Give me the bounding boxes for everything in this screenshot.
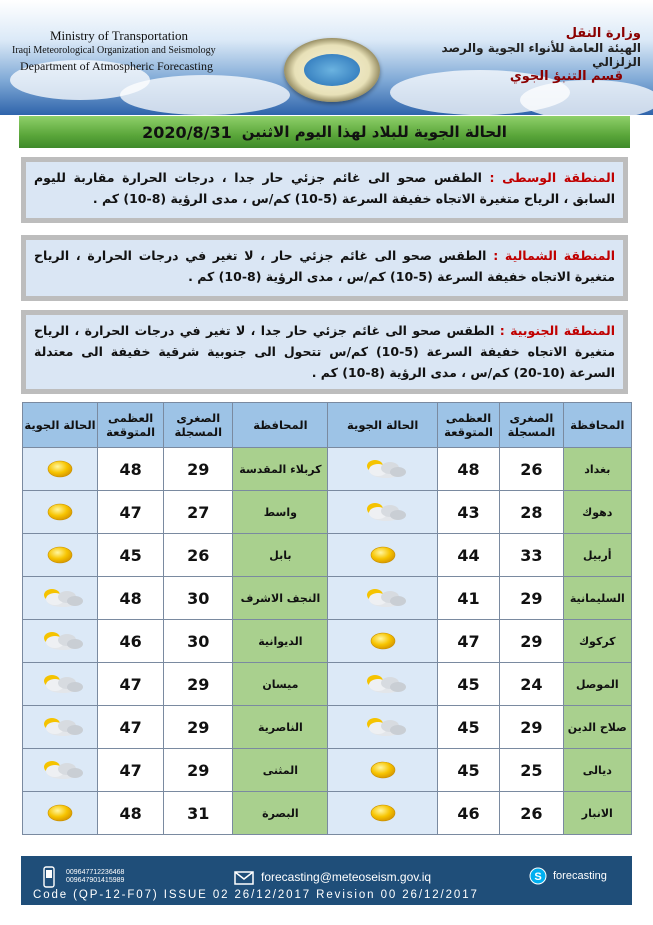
max-temp-cell: 45 bbox=[437, 663, 499, 706]
province-cell: كربلاء المقدسة bbox=[233, 448, 328, 491]
province-cell: الموصل bbox=[563, 663, 631, 706]
organization-logo bbox=[284, 38, 380, 102]
weather-cell bbox=[23, 491, 98, 534]
phone-number: 009647901415989 bbox=[66, 877, 125, 884]
table-row bbox=[23, 491, 632, 534]
partly-cloudy-icon bbox=[328, 715, 436, 739]
min-temp-cell: 26 bbox=[164, 534, 233, 577]
header-min-recorded: الصغرى المسجلة bbox=[164, 403, 233, 448]
min-temp-cell: 30 bbox=[164, 620, 233, 663]
header-english-text bbox=[12, 28, 232, 74]
department-name-ar: قسم التنبؤ الجوي bbox=[509, 69, 623, 84]
min-temp-cell: 31 bbox=[164, 792, 233, 835]
province-cell: الانبار bbox=[563, 792, 631, 835]
max-temp-cell: 47 bbox=[97, 706, 163, 749]
min-temp-cell: 26 bbox=[500, 448, 563, 491]
min-temp-cell: 27 bbox=[164, 491, 233, 534]
weather-cell bbox=[328, 792, 437, 835]
region-forecast: الطقس صحو الى غائم جزئي حار جدا ، درجات الحرارة مقاربة لليوم السابق ، الرياح متغيرة الاتجاه خفيفة السرعة (5-10) كم/س ، مدى الرؤية (8-10) كم . bbox=[34, 170, 615, 206]
weather-cell bbox=[23, 620, 98, 663]
header-arabic-text bbox=[411, 26, 641, 84]
ministry-name-ar: وزارة النقل bbox=[565, 26, 641, 41]
province-cell: واسط bbox=[233, 491, 328, 534]
weather-cell bbox=[328, 663, 437, 706]
table-row bbox=[23, 706, 632, 749]
province-cell: ميسان bbox=[233, 663, 328, 706]
province-cell: البصرة bbox=[233, 792, 328, 835]
table-row bbox=[23, 620, 632, 663]
phone-icon bbox=[43, 866, 55, 888]
department-name: Department of Atmospheric Forecasting bbox=[20, 59, 213, 73]
sunny-icon bbox=[23, 802, 97, 824]
weather-cell bbox=[23, 577, 98, 620]
province-cell: النجف الاشرف bbox=[233, 577, 328, 620]
header-province: المحافظة bbox=[563, 403, 631, 448]
province-cell: الناصرية bbox=[233, 706, 328, 749]
region-central bbox=[21, 157, 628, 223]
max-temp-cell: 41 bbox=[437, 577, 499, 620]
min-temp-cell: 29 bbox=[500, 706, 563, 749]
header-max-expected: العظمى المتوقعة bbox=[437, 403, 499, 448]
weather-cell bbox=[328, 620, 437, 663]
max-temp-cell: 48 bbox=[97, 448, 163, 491]
partly-cloudy-icon bbox=[328, 672, 436, 696]
table-row bbox=[23, 792, 632, 835]
sunny-icon bbox=[328, 630, 436, 652]
organization-name-ar: الهيئة العامة للأنواء الجوية والرصد الزلزالي bbox=[441, 41, 641, 69]
mail-icon bbox=[234, 871, 254, 885]
sunny-icon bbox=[23, 544, 97, 566]
min-temp-cell: 29 bbox=[164, 448, 233, 491]
page-title bbox=[19, 116, 630, 148]
phone-number: 009647712236468 bbox=[66, 869, 125, 876]
weather-cell bbox=[23, 792, 98, 835]
title-text: الحالة الجوية للبلاد لهذا اليوم الاثنين bbox=[241, 123, 507, 141]
province-cell: ديالى bbox=[563, 749, 631, 792]
min-temp-cell: 28 bbox=[500, 491, 563, 534]
max-temp-cell: 47 bbox=[97, 491, 163, 534]
weather-cell bbox=[23, 749, 98, 792]
table-row bbox=[23, 577, 632, 620]
min-temp-cell: 25 bbox=[500, 749, 563, 792]
region-forecast: الطقس صحو الى غائم جزئي حار جدا ، لا تغير في درجات الحرارة ، الرياح متغيرة الاتجاه خفيفة السرعة (5-10) كم/س تتحول الى جنوبية شرقية خفيفة الى معتدلة السرعة (10-20) كم/س ، مدى الرؤية (8-10) كم . bbox=[34, 323, 615, 380]
cloud-decoration bbox=[120, 75, 290, 115]
table-row bbox=[23, 534, 632, 577]
weather-cell bbox=[328, 706, 437, 749]
partly-cloudy-icon bbox=[23, 629, 97, 653]
province-cell: السليمانية bbox=[563, 577, 631, 620]
weather-cell bbox=[23, 663, 98, 706]
region-name: المنطقة الوسطى : bbox=[489, 170, 615, 185]
max-temp-cell: 46 bbox=[97, 620, 163, 663]
max-temp-cell: 47 bbox=[97, 749, 163, 792]
header-weather: الحالة الجوية bbox=[23, 403, 98, 448]
sunny-icon bbox=[23, 501, 97, 523]
partly-cloudy-icon bbox=[23, 758, 97, 782]
max-temp-cell: 45 bbox=[437, 706, 499, 749]
province-cell: صلاح الدين bbox=[563, 706, 631, 749]
weather-cell bbox=[328, 491, 437, 534]
region-name: المنطقة الجنوبية : bbox=[499, 323, 615, 338]
partly-cloudy-icon bbox=[23, 586, 97, 610]
partly-cloudy-icon bbox=[23, 715, 97, 739]
max-temp-cell: 48 bbox=[437, 448, 499, 491]
province-cell: أربيل bbox=[563, 534, 631, 577]
province-cell: بغداد bbox=[563, 448, 631, 491]
max-temp-cell: 48 bbox=[97, 577, 163, 620]
header-min-recorded: الصغرى المسجلة bbox=[500, 403, 563, 448]
header-max-expected: العظمى المتوقعة bbox=[97, 403, 163, 448]
min-temp-cell: 24 bbox=[500, 663, 563, 706]
max-temp-cell: 46 bbox=[437, 792, 499, 835]
table-header-row bbox=[23, 403, 632, 448]
table-row bbox=[23, 448, 632, 491]
sunny-icon bbox=[23, 458, 97, 480]
weather-cell bbox=[328, 749, 437, 792]
sunny-icon bbox=[328, 802, 436, 824]
max-temp-cell: 45 bbox=[437, 749, 499, 792]
logo-cloud-icon bbox=[304, 54, 360, 86]
svg-text:S: S bbox=[534, 871, 542, 883]
max-temp-cell: 44 bbox=[437, 534, 499, 577]
region-forecast: الطقس صحو الى غائم جزئي حار ، لا تغير في درجات الحرارة ، الرياح متغيرة الاتجاه خفيفة السرعة (5-10) كم/س ، مدى الرؤية (8-10) كم . bbox=[34, 248, 615, 284]
min-temp-cell: 29 bbox=[164, 663, 233, 706]
province-cell: المثنى bbox=[233, 749, 328, 792]
min-temp-cell: 29 bbox=[164, 749, 233, 792]
min-temp-cell: 26 bbox=[500, 792, 563, 835]
weather-cell bbox=[23, 448, 98, 491]
weather-cell bbox=[23, 534, 98, 577]
header-province: المحافظة bbox=[233, 403, 328, 448]
phone-numbers bbox=[66, 869, 124, 885]
min-temp-cell: 29 bbox=[500, 620, 563, 663]
partly-cloudy-icon bbox=[328, 586, 436, 610]
partly-cloudy-icon bbox=[328, 500, 436, 524]
region-name: المنطقة الشمالية : bbox=[493, 248, 615, 263]
forecast-table bbox=[22, 402, 632, 835]
max-temp-cell: 43 bbox=[437, 491, 499, 534]
footer bbox=[21, 856, 632, 905]
min-temp-cell: 29 bbox=[500, 577, 563, 620]
weather-cell bbox=[23, 706, 98, 749]
table-row bbox=[23, 749, 632, 792]
max-temp-cell: 48 bbox=[97, 792, 163, 835]
province-cell: الديوانية bbox=[233, 620, 328, 663]
sunny-icon bbox=[328, 544, 436, 566]
province-cell: بابل bbox=[233, 534, 328, 577]
ministry-name: Ministry of Transportation bbox=[50, 28, 188, 43]
partly-cloudy-icon bbox=[328, 457, 436, 481]
weather-cell bbox=[328, 448, 437, 491]
min-temp-cell: 29 bbox=[164, 706, 233, 749]
title-date: 2020/8/31 bbox=[142, 122, 232, 142]
sunny-icon bbox=[328, 759, 436, 781]
max-temp-cell: 47 bbox=[437, 620, 499, 663]
region-south bbox=[21, 310, 628, 394]
email-link[interactable]: forecasting@meteoseism.gov.iq bbox=[261, 870, 432, 884]
organization-name: Iraqi Meteorological Organization and Seismology bbox=[12, 45, 216, 56]
partly-cloudy-icon bbox=[23, 672, 97, 696]
min-temp-cell: 30 bbox=[164, 577, 233, 620]
max-temp-cell: 47 bbox=[97, 663, 163, 706]
document-code: Code (QP-12-F07) ISSUE 02 26/12/2017 Revision 00 26/12/2017 bbox=[33, 889, 479, 901]
weather-cell bbox=[328, 534, 437, 577]
max-temp-cell: 45 bbox=[97, 534, 163, 577]
skype-id[interactable]: forecasting bbox=[553, 870, 607, 882]
province-cell: دهوك bbox=[563, 491, 631, 534]
table-row bbox=[23, 663, 632, 706]
header-weather: الحالة الجوية bbox=[328, 403, 437, 448]
skype-icon bbox=[529, 867, 547, 885]
region-north bbox=[21, 235, 628, 301]
min-temp-cell: 33 bbox=[500, 534, 563, 577]
header-banner bbox=[0, 0, 653, 115]
cloud-decoration bbox=[520, 80, 653, 115]
weather-cell bbox=[328, 577, 437, 620]
province-cell: كركوك bbox=[563, 620, 631, 663]
